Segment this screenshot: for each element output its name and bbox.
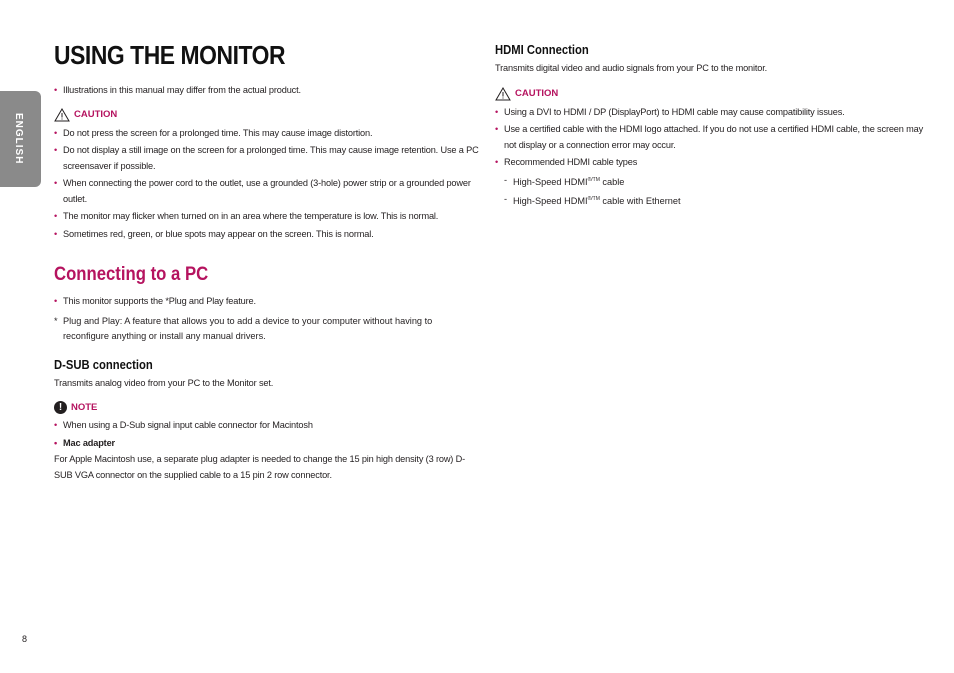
hdmi-caution-list: [495, 105, 925, 171]
body-text: Transmits analog video from your PC to the Monitor set.: [54, 377, 274, 388]
note-text: NOTE: [71, 402, 98, 413]
list-item: • Use a certified cable with the HDMI logo attached. If you do not use a certified HDMI cable, the screen may not display or a connection error may occur.: [495, 122, 925, 153]
note-list: [54, 418, 479, 451]
list-item: • Mac adapter: [54, 436, 479, 452]
caution-label: [495, 87, 925, 101]
warning-triangle-icon: [54, 108, 70, 122]
list-item: [495, 192, 925, 210]
caution-text: CAUTION: [515, 88, 559, 99]
cable-suffix: cable with Ethernet: [599, 196, 681, 207]
left-column: [54, 40, 479, 483]
caution-text: CAUTION: [74, 109, 118, 120]
body-text: Transmits digital video and audio signals from your PC to the monitor.: [495, 63, 768, 73]
note-label: [54, 401, 479, 414]
cable-name: High-Speed HDMI: [513, 196, 588, 207]
page-number: 8: [22, 634, 28, 644]
list-item: • Do not press the screen for a prolonged time. This may cause image distortion.: [54, 126, 479, 142]
list-item: • Illustrations in this manual may differ from the actual product.: [54, 83, 479, 99]
list-item: • Recommended HDMI cable types: [495, 155, 925, 171]
connecting-list: [54, 294, 479, 310]
list-item: [495, 173, 925, 191]
list-item: • When using a D-Sub signal input cable connector for Macintosh: [54, 418, 479, 434]
list-item: • The monitor may flicker when turned on in an area where the temperature is low. This is normal.: [54, 209, 479, 225]
trademark: ®/TM: [587, 176, 600, 183]
list-item: • Using a DVI to HDMI / DP (DisplayPort) to HDMI cable may cause compatibility issues.: [495, 105, 925, 121]
language-tab-label: ENGLISH: [13, 113, 24, 165]
language-tab: [0, 91, 41, 187]
cable-type-list: [495, 173, 925, 210]
trademark: ®/TM: [587, 196, 600, 203]
list-item: • This monitor supports the *Plug and Play feature.: [54, 294, 479, 310]
caution-label: [54, 108, 479, 122]
subsection-heading: D-SUB connection: [54, 357, 153, 372]
list-item: • Do not display a still image on the screen for a prolonged time. This may cause image retention. Use a PC screensaver if possible.: [54, 143, 479, 174]
page-title: USING THE MONITOR: [54, 40, 286, 70]
section-heading: Connecting to a PC: [54, 264, 209, 285]
body-text: For Apple Macintosh use, a separate plug adapter is needed to change the 15 pin high density (3 row) D-SUB VGA connector on the supplied cable to a 15 pin 2 row connector.: [54, 454, 466, 480]
right-column: [495, 43, 925, 210]
list-item: • Sometimes red, green, or blue spots may appear on the screen. This is normal.: [54, 227, 479, 243]
footnote: * Plug and Play: A feature that allows you to add a device to your computer without having to reconfigure anything or install any manual drivers.: [54, 314, 479, 345]
cable-suffix: cable: [599, 176, 625, 187]
list-item: • When connecting the power cord to the outlet, use a grounded (3-hole) power strip or a grounded power outlet.: [54, 176, 479, 207]
caution-list: [54, 126, 479, 243]
intro-list: [54, 83, 479, 99]
exclamation-icon: !: [54, 401, 67, 414]
subsection-heading: HDMI Connection: [495, 43, 589, 57]
warning-triangle-icon: [495, 87, 511, 101]
cable-name: High-Speed HDMI: [513, 176, 588, 187]
